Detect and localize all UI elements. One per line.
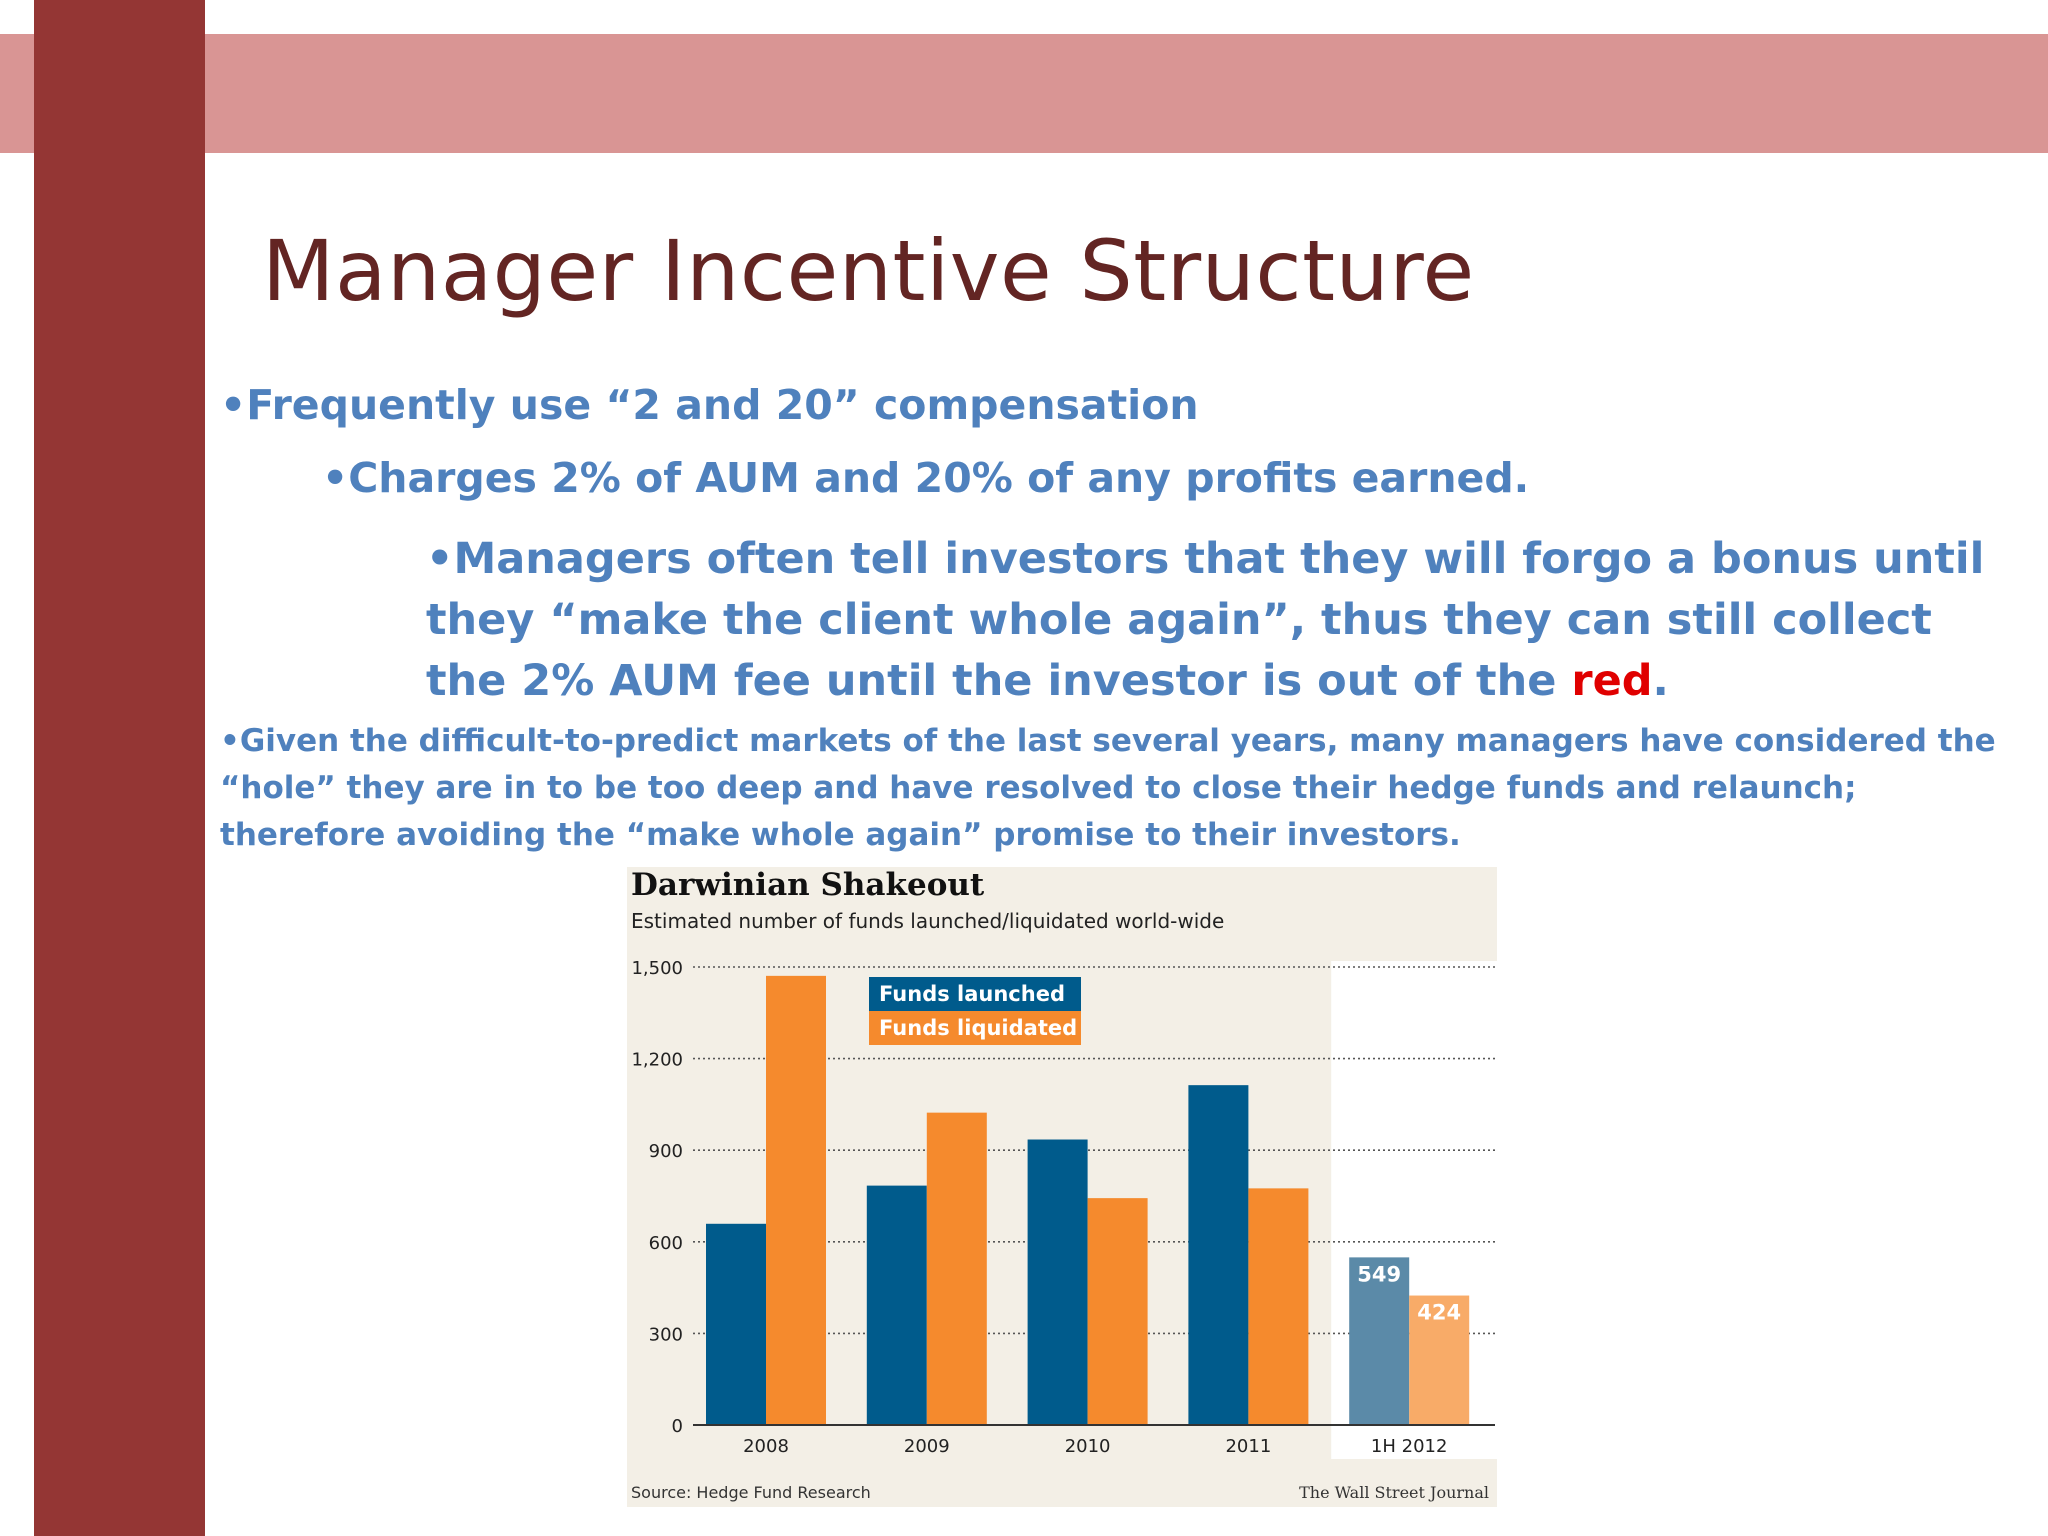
chart-brand: The Wall Street Journal <box>1299 1483 1489 1502</box>
top-band <box>0 34 2048 153</box>
chart-title: Darwinian Shakeout <box>631 867 985 903</box>
side-bar <box>34 0 205 1536</box>
chart-source: Source: Hedge Fund Research <box>631 1483 871 1502</box>
legend-funds-liquidated: Funds liquidated <box>869 1011 1081 1045</box>
bullet-level-2: •Charges 2% of AUM and 20% of any profits earned. <box>322 454 1530 502</box>
bar-liquidated <box>1088 1198 1148 1425</box>
bar-data-label: 424 <box>1417 1300 1462 1325</box>
bullet-red-word: red <box>1571 656 1653 706</box>
chart-subtitle: Estimated number of funds launched/liquidated world-wide <box>631 909 1225 933</box>
bar-liquidated <box>766 976 826 1425</box>
y-tick-label: 1,200 <box>631 1049 683 1071</box>
chart-legend <box>869 977 1081 1045</box>
y-tick-label: 1,500 <box>631 958 683 979</box>
bar-data-label: 549 <box>1357 1262 1402 1287</box>
bar-liquidated <box>927 1113 987 1425</box>
x-tick-label: 2009 <box>903 1436 950 1457</box>
x-tick-label: 2008 <box>743 1436 789 1457</box>
slide-title: Manager Incentive Structure <box>262 222 1475 320</box>
bullet-closing: •Given the difficult-to-predict markets of the last several years, many managers have considered the “hole” they are in to be too deep and have resolved to close their hedge funds and relaunch; therefore avoiding the “make whole again” promise to their investors. <box>220 723 1996 853</box>
y-tick-label: 0 <box>671 1416 683 1437</box>
chart-figure <box>627 867 1497 1507</box>
bar-launched <box>867 1186 927 1425</box>
x-tick-label: 1H 2012 <box>1370 1436 1448 1457</box>
bar-launched <box>1028 1140 1088 1425</box>
bullet-level-1: •Frequently use “2 and 20” compensation <box>220 381 1199 429</box>
x-tick-label: 2011 <box>1225 1436 1272 1457</box>
bullet-level-3 <box>426 529 1996 712</box>
bullet-level-3-end: . <box>1652 656 1669 706</box>
bar-launched <box>706 1224 766 1425</box>
legend-funds-launched: Funds launched <box>869 977 1081 1011</box>
y-tick-label: 600 <box>648 1232 683 1254</box>
bar-launched <box>1188 1085 1248 1425</box>
x-tick-label: 2010 <box>1064 1436 1111 1457</box>
bullet-level-3-text: •Managers often tell investors that they will forgo a bonus until they “make the client whole again”, thus they can still collect the 2% AUM fee until the investor is out of the <box>426 534 1985 706</box>
chart-plot <box>627 867 1497 1507</box>
y-tick-label: 300 <box>648 1324 683 1346</box>
bar-liquidated <box>1248 1188 1308 1425</box>
y-tick-label: 900 <box>648 1141 683 1163</box>
